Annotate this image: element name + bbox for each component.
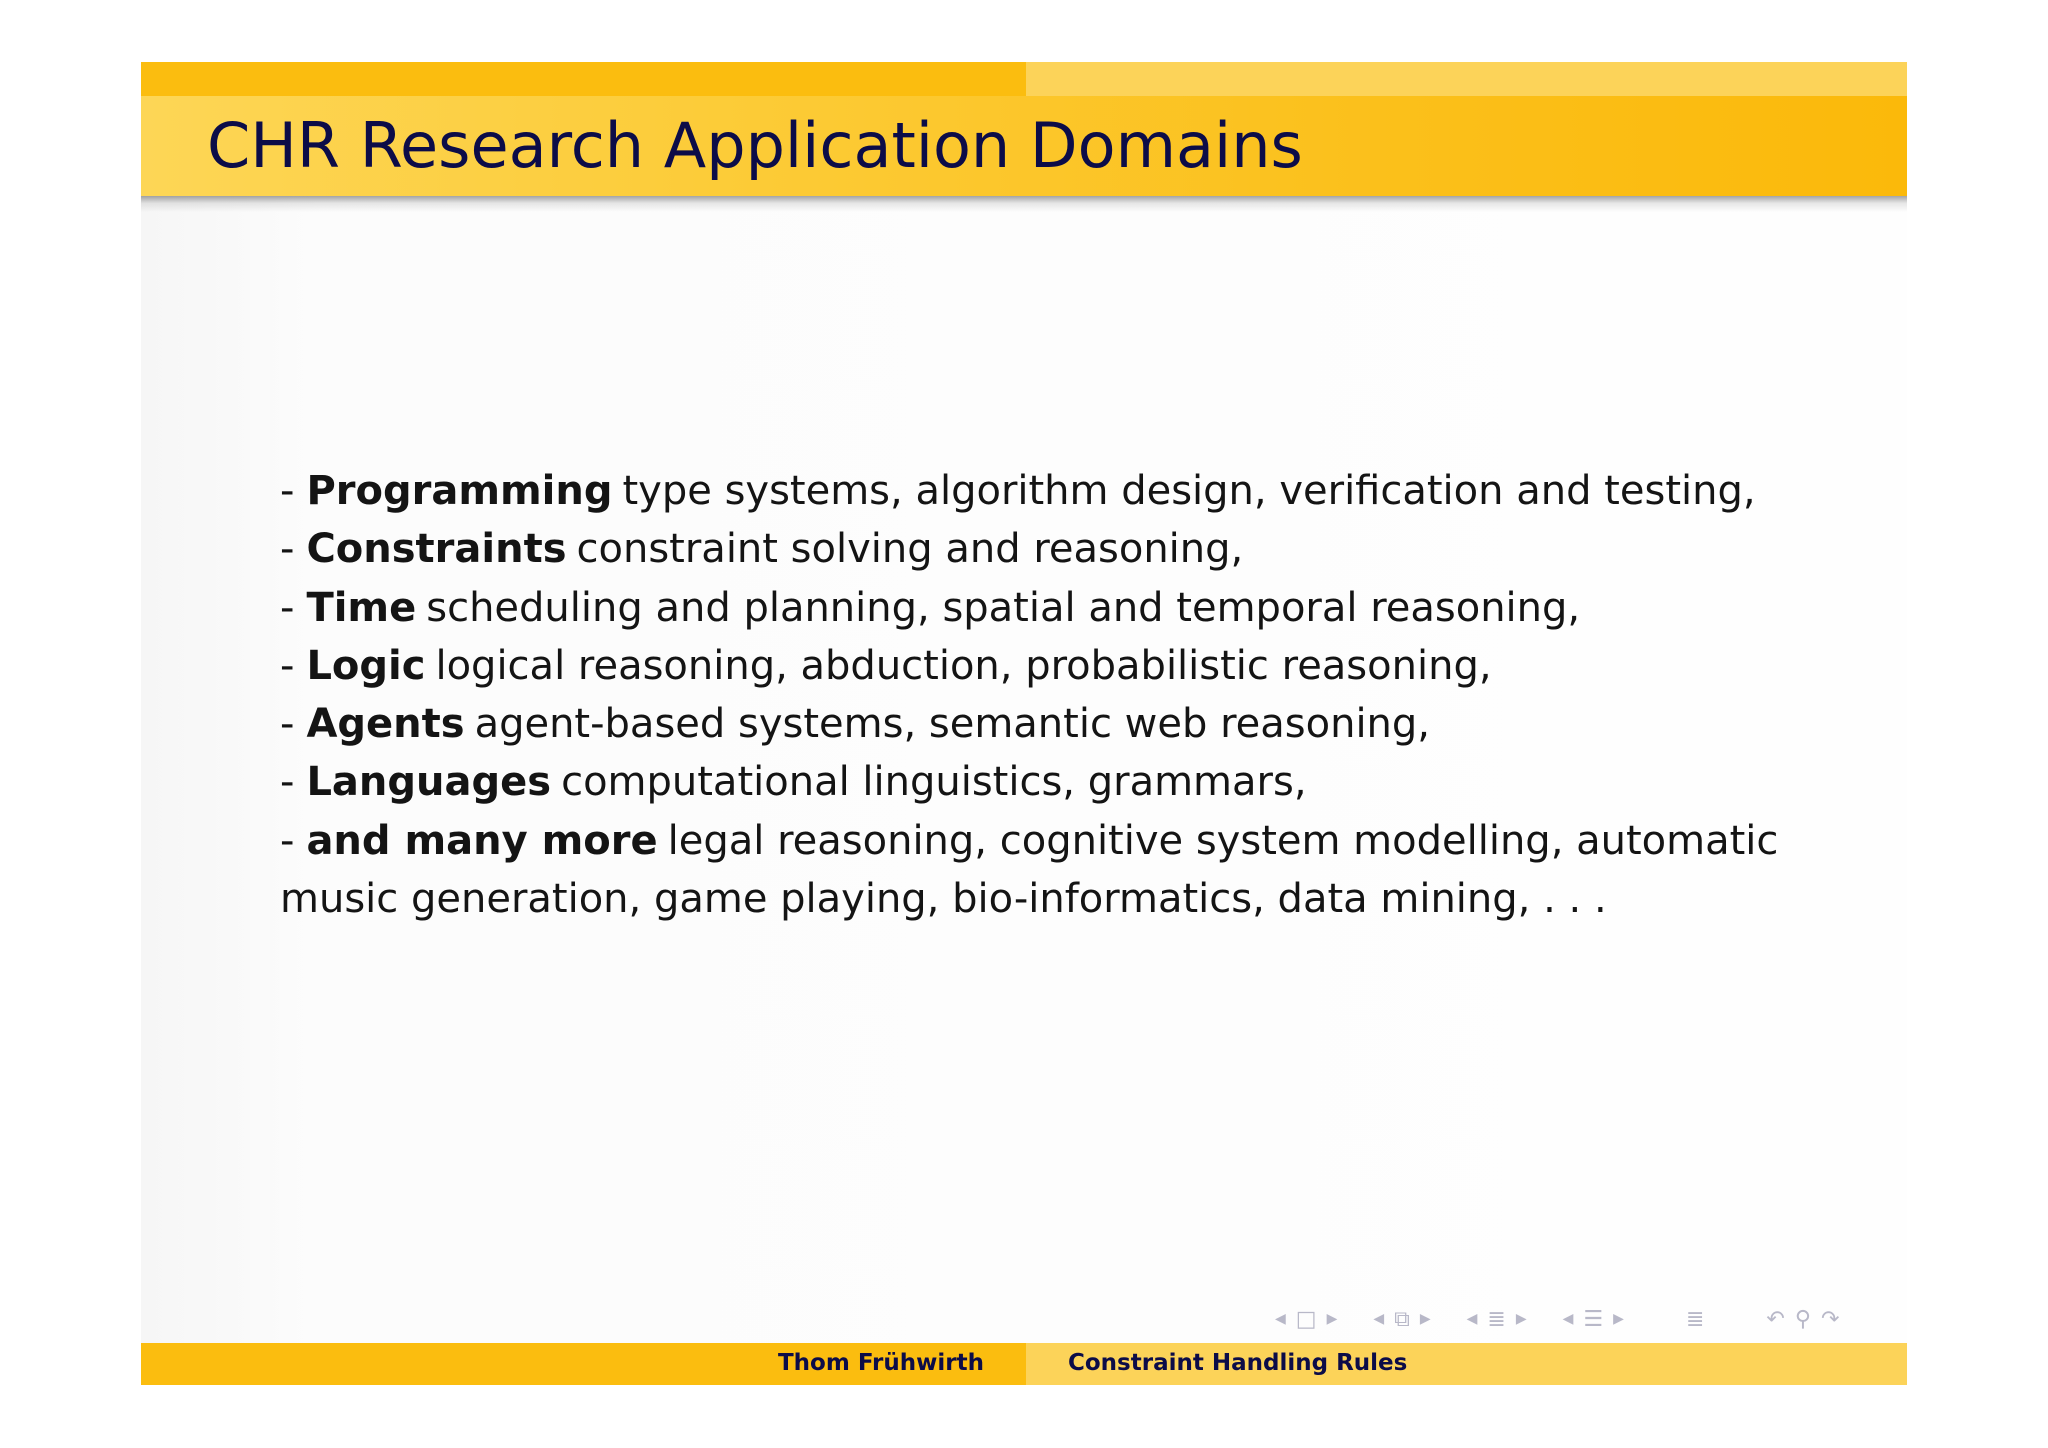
- nav-history: [1761, 1307, 1844, 1332]
- domain-list: [280, 462, 1800, 928]
- nav-back-icon[interactable]: ↶: [1766, 1306, 1785, 1332]
- list-item: [280, 579, 1800, 637]
- list-item: [280, 695, 1800, 753]
- list-dash: -: [280, 701, 295, 748]
- list-dash: -: [280, 759, 295, 806]
- section-icon[interactable]: ≣: [1487, 1306, 1506, 1332]
- list-item-text: scheduling and planning, spatial and temporal reasoning,: [426, 584, 1581, 631]
- slide-title: CHR Research Application Domains: [207, 109, 1303, 182]
- list-item: [280, 812, 1800, 870]
- list-item: [280, 462, 1800, 520]
- list-item-text: constraint solving and reasoning,: [576, 526, 1244, 573]
- nav-frame-icon[interactable]: [1270, 1307, 1342, 1332]
- nav-forward-icon[interactable]: ↷: [1820, 1306, 1840, 1332]
- list-dash: -: [280, 526, 295, 573]
- list-dash: -: [280, 817, 295, 864]
- list-item-text: agent-based systems, semantic web reasoning,: [474, 701, 1431, 748]
- list-item-label: Constraints: [306, 526, 567, 573]
- nav-right-arrow-icon[interactable]: ▶: [1515, 1311, 1527, 1327]
- nav-right-arrow-icon[interactable]: ▶: [1613, 1311, 1624, 1327]
- title-strip-right: [1026, 62, 1907, 96]
- nav-left-arrow-icon[interactable]: ◀: [1466, 1311, 1478, 1327]
- nav-right-arrow-icon[interactable]: ▶: [1419, 1311, 1431, 1327]
- list-item: [280, 637, 1800, 695]
- nav-document-icon[interactable]: [1558, 1307, 1629, 1332]
- nav-section-icon[interactable]: [1462, 1307, 1532, 1332]
- list-item: [280, 753, 1800, 811]
- list-item-text: type systems, algorithm design, verification and testing,: [622, 468, 1756, 514]
- subsection-icon[interactable]: ⧉: [1394, 1306, 1410, 1332]
- nav-left-arrow-icon[interactable]: ◀: [1373, 1311, 1385, 1327]
- list-item-label: Logic: [306, 642, 426, 689]
- title-shadow: [141, 196, 1907, 212]
- footer-right: [1026, 1343, 1907, 1385]
- nav-search-icon[interactable]: ⚲: [1794, 1306, 1811, 1332]
- list-continuation: music generation, game playing, bio-informatics, data mining, . . .: [280, 876, 1607, 923]
- nav-left-arrow-icon[interactable]: ◀: [1562, 1311, 1574, 1327]
- list-item-label: Time: [306, 584, 417, 631]
- frame-icon[interactable]: □: [1295, 1306, 1317, 1332]
- title-strip-left: [141, 62, 1026, 96]
- list-item-text: computational linguistics, grammars,: [561, 759, 1307, 806]
- nav-right-arrow-icon[interactable]: ▶: [1326, 1311, 1338, 1327]
- list-item-text: logical reasoning, abduction, probabilistic reasoning,: [435, 642, 1492, 689]
- list-item-label: Programming: [306, 468, 613, 514]
- appendix-icon[interactable]: ≣: [1685, 1306, 1705, 1332]
- title-bar: [141, 62, 1907, 196]
- list-item-label: and many more: [306, 817, 658, 864]
- list-dash: -: [280, 584, 295, 631]
- document-icon[interactable]: ☰: [1583, 1306, 1604, 1332]
- footer: [141, 1343, 1907, 1385]
- list-dash: -: [280, 642, 295, 689]
- footer-author: Thom Frühwirth: [777, 1350, 984, 1376]
- list-item-text: legal reasoning, cognitive system modelling, automatic: [667, 817, 1779, 864]
- nav-appendix-icon[interactable]: [1681, 1307, 1709, 1332]
- list-item-label: Languages: [306, 759, 552, 806]
- nav-subsection-icon[interactable]: [1368, 1307, 1435, 1332]
- beamer-navigation: [1270, 1304, 1900, 1334]
- footer-talk-title: Constraint Handling Rules: [1068, 1350, 1408, 1376]
- list-dash: -: [280, 468, 295, 514]
- footer-left: [141, 1343, 1026, 1385]
- list-item: [280, 520, 1800, 578]
- nav-left-arrow-icon[interactable]: ◀: [1275, 1311, 1286, 1327]
- list-item-label: Agents: [306, 701, 465, 748]
